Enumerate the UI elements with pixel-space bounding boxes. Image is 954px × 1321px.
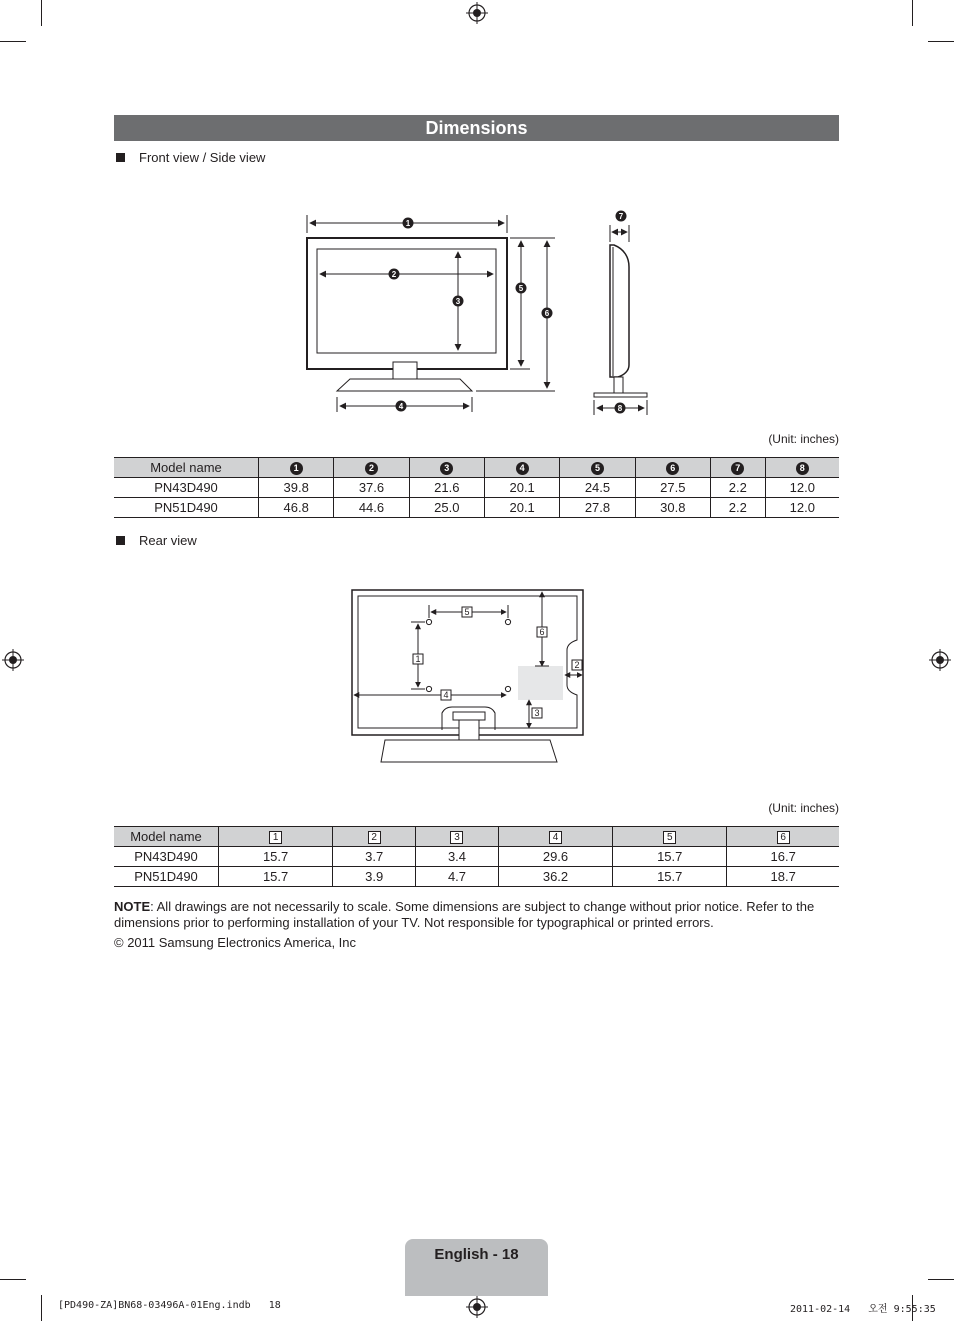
crop-mark	[928, 41, 954, 42]
note-text: : All drawings are not necessarily to scale. Some dimensions are subject to change without prior notice. Refer to the dimensions prior to performing installation of your TV. Not responsible for typographical or printed errors.	[114, 899, 815, 930]
table-row	[114, 478, 839, 498]
value-cell: 27.8	[560, 498, 635, 518]
marker-3	[453, 296, 464, 307]
rear-marker-4	[441, 690, 451, 700]
value-cell: 37.6	[334, 478, 409, 498]
svg-text:7: 7	[618, 212, 624, 221]
print-timestamp: 2011-02-14 오전 9:55:35	[790, 1304, 936, 1315]
svg-text:3: 3	[534, 708, 540, 718]
registration-mark-icon	[466, 1296, 488, 1318]
column-header-marker: 8	[765, 458, 839, 478]
rear-dimensions-table	[114, 826, 839, 887]
print-file-info: [PD490-ZA]BN68-03496A-01Eng.indb 18	[58, 1300, 281, 1311]
marker-1	[403, 218, 414, 229]
column-header-marker: 1	[219, 827, 333, 847]
page-title: Dimensions	[114, 115, 839, 141]
value-cell: 36.2	[498, 867, 612, 887]
model-cell: PN43D490	[134, 849, 198, 864]
marker-4	[396, 401, 407, 412]
table-row	[114, 498, 839, 518]
table-row	[114, 847, 839, 867]
value-cell: 15.7	[613, 847, 727, 867]
rear-marker-3	[532, 708, 542, 718]
marker-6	[542, 308, 553, 319]
svg-text:4: 4	[398, 402, 404, 411]
unit-note: (Unit: inches)	[768, 432, 839, 446]
column-header-marker: 5	[560, 458, 635, 478]
value-cell: 4.7	[416, 867, 499, 887]
value-cell: 44.6	[334, 498, 409, 518]
table-header-row	[114, 458, 839, 478]
column-header-model: Model name	[130, 829, 202, 844]
registration-mark-icon	[2, 649, 24, 671]
column-header-marker: 6	[635, 458, 710, 478]
value-cell: 16.7	[727, 847, 839, 867]
svg-text:6: 6	[544, 309, 550, 318]
bullet-square-icon	[116, 536, 125, 545]
svg-text:4: 4	[443, 690, 449, 700]
svg-text:2: 2	[391, 270, 397, 279]
model-cell: PN51D490	[154, 500, 218, 515]
value-cell: 18.7	[727, 867, 839, 887]
value-cell: 12.0	[765, 498, 839, 518]
table-row	[114, 867, 839, 887]
svg-text:5: 5	[464, 607, 470, 617]
column-header-marker: 1	[259, 458, 334, 478]
svg-text:2: 2	[574, 660, 580, 670]
model-cell: PN51D490	[134, 869, 198, 884]
svg-text:1: 1	[415, 654, 421, 664]
svg-text:5: 5	[518, 284, 524, 293]
rear-marker-1	[413, 654, 423, 664]
rear-view-diagram	[345, 585, 590, 765]
column-header-marker: 4	[484, 458, 559, 478]
front-dimensions-table	[114, 457, 839, 518]
rear-marker-2	[572, 660, 582, 670]
front-view-heading-label: Front view / Side view	[139, 150, 266, 165]
column-header-marker: 2	[333, 827, 416, 847]
value-cell: 15.7	[219, 847, 333, 867]
column-header-marker: 6	[727, 827, 839, 847]
value-cell: 2.2	[710, 498, 765, 518]
value-cell: 3.9	[333, 867, 416, 887]
rear-view-heading-label: Rear view	[139, 533, 197, 548]
value-cell: 24.5	[560, 478, 635, 498]
column-header-marker: 4	[498, 827, 612, 847]
column-header-marker: 3	[409, 458, 484, 478]
svg-text:6: 6	[539, 627, 545, 637]
rear-marker-6	[537, 627, 547, 637]
svg-text:1: 1	[405, 219, 411, 228]
value-cell: 21.6	[409, 478, 484, 498]
column-header-marker: 7	[710, 458, 765, 478]
value-cell: 15.7	[613, 867, 727, 887]
marker-8	[615, 403, 626, 414]
value-cell: 30.8	[635, 498, 710, 518]
column-header-model: Model name	[150, 460, 222, 475]
value-cell: 15.7	[219, 867, 333, 887]
svg-text:8: 8	[617, 404, 623, 413]
model-cell: PN43D490	[154, 480, 218, 495]
value-cell: 25.0	[409, 498, 484, 518]
value-cell: 46.8	[259, 498, 334, 518]
crop-mark	[912, 0, 913, 26]
disclaimer-note	[114, 899, 839, 931]
value-cell: 20.1	[484, 498, 559, 518]
crop-mark	[41, 1295, 42, 1321]
bullet-square-icon	[116, 153, 125, 162]
crop-mark	[928, 1279, 954, 1280]
marker-5	[516, 283, 527, 294]
front-side-view-diagram	[290, 205, 670, 420]
value-cell: 29.6	[498, 847, 612, 867]
registration-mark-icon	[929, 649, 951, 671]
value-cell: 3.4	[416, 847, 499, 867]
value-cell: 39.8	[259, 478, 334, 498]
page-number-tab: English - 18	[405, 1239, 548, 1296]
unit-note: (Unit: inches)	[768, 801, 839, 815]
value-cell: 2.2	[710, 478, 765, 498]
crop-mark	[0, 1279, 26, 1280]
column-header-marker: 3	[416, 827, 499, 847]
value-cell: 12.0	[765, 478, 839, 498]
registration-mark-icon	[466, 2, 488, 24]
value-cell: 27.5	[635, 478, 710, 498]
value-cell: 20.1	[484, 478, 559, 498]
rear-view-heading	[116, 533, 197, 549]
table-header-row	[114, 827, 839, 847]
copyright: © 2011 Samsung Electronics America, Inc	[114, 935, 357, 950]
crop-mark	[0, 41, 26, 42]
svg-text:3: 3	[455, 297, 461, 306]
front-view-heading	[116, 150, 265, 166]
rear-marker-5	[462, 607, 472, 617]
column-header-marker: 2	[334, 458, 409, 478]
note-label: NOTE	[114, 899, 151, 914]
crop-mark	[41, 0, 42, 26]
marker-7	[616, 211, 627, 222]
marker-2	[389, 269, 400, 280]
value-cell: 3.7	[333, 847, 416, 867]
column-header-marker: 5	[613, 827, 727, 847]
